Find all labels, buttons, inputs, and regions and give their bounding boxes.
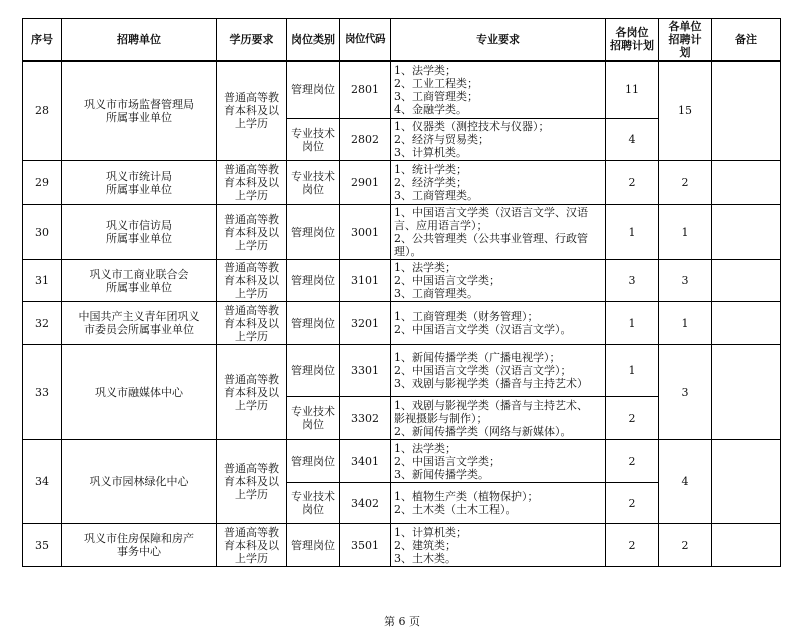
table-row [23, 61, 781, 119]
post-code-cell: 3001 [340, 205, 391, 260]
header-unit-plan: 各单位 招聘计 划 [659, 19, 712, 61]
post-type-cell: 专业技术 岗位 [287, 161, 340, 205]
major-cell: 1、法学类； 2、工业工程类； 3、工商管理类； 4、金融学类。 [391, 61, 606, 119]
post-plan-cell: 1 [606, 205, 659, 260]
post-type-cell: 专业技术 岗位 [287, 483, 340, 524]
header-seq: 序号 [23, 19, 62, 61]
post-type-cell: 专业技术 岗位 [287, 397, 340, 440]
table-header-row [23, 19, 781, 61]
unit-cell: 巩义市住房保障和房产 事务中心 [62, 524, 217, 567]
header-post-type: 岗位类别 [287, 19, 340, 61]
note-cell [712, 161, 781, 205]
edu-cell: 普通高等教 育本科及以 上学历 [217, 61, 287, 161]
seq-cell: 35 [23, 524, 62, 567]
edu-cell: 普通高等教 育本科及以 上学历 [217, 345, 287, 440]
post-type-cell: 管理岗位 [287, 302, 340, 345]
post-code-cell: 3201 [340, 302, 391, 345]
post-plan-cell: 2 [606, 524, 659, 567]
unit-cell: 巩义市园林绿化中心 [62, 440, 217, 524]
edu-cell: 普通高等教 育本科及以 上学历 [217, 302, 287, 345]
major-cell: 1、法学类； 2、中国语言文学类； 3、工商管理类。 [391, 260, 606, 302]
note-cell [712, 345, 781, 440]
seq-cell: 30 [23, 205, 62, 260]
post-plan-cell: 2 [606, 397, 659, 440]
post-code-cell: 2901 [340, 161, 391, 205]
edu-cell: 普通高等教 育本科及以 上学历 [217, 260, 287, 302]
post-code-cell: 2801 [340, 61, 391, 119]
seq-cell: 29 [23, 161, 62, 205]
major-cell: 1、仪器类（测控技术与仪器）； 2、经济与贸易类； 3、计算机类。 [391, 119, 606, 161]
unit-cell: 巩义市信访局 所属事业单位 [62, 205, 217, 260]
unit-cell: 巩义市工商业联合会 所属事业单位 [62, 260, 217, 302]
post-type-cell: 专业技术 岗位 [287, 119, 340, 161]
table-row [23, 524, 781, 567]
edu-cell: 普通高等教 育本科及以 上学历 [217, 161, 287, 205]
recruitment-table [22, 18, 781, 567]
post-type-cell: 管理岗位 [287, 345, 340, 397]
unit-plan-cell: 1 [659, 302, 712, 345]
post-type-cell: 管理岗位 [287, 524, 340, 567]
unit-plan-cell: 1 [659, 205, 712, 260]
header-unit: 招聘单位 [62, 19, 217, 61]
post-plan-cell: 4 [606, 119, 659, 161]
table-row [23, 161, 781, 205]
post-code-cell: 3301 [340, 345, 391, 397]
post-code-cell: 3302 [340, 397, 391, 440]
table-row [23, 302, 781, 345]
post-plan-cell: 2 [606, 440, 659, 483]
major-cell: 1、计算机类； 2、建筑类； 3、土木类。 [391, 524, 606, 567]
note-cell [712, 205, 781, 260]
post-code-cell: 3101 [340, 260, 391, 302]
post-plan-cell: 1 [606, 345, 659, 397]
edu-cell: 普通高等教 育本科及以 上学历 [217, 205, 287, 260]
note-cell [712, 61, 781, 161]
page-number: 第 6 页 [384, 615, 420, 628]
header-note: 备注 [712, 19, 781, 61]
seq-cell: 28 [23, 61, 62, 161]
post-code-cell: 2802 [340, 119, 391, 161]
post-type-cell: 管理岗位 [287, 260, 340, 302]
table-row [23, 260, 781, 302]
table-row [23, 440, 781, 483]
table-row [23, 345, 781, 397]
seq-cell: 31 [23, 260, 62, 302]
major-cell: 1、工商管理类（财务管理）； 2、中国语言文学类（汉语言文学）。 [391, 302, 606, 345]
header-post-plan: 各岗位 招聘计划 [606, 19, 659, 61]
table-row [23, 205, 781, 260]
note-cell [712, 440, 781, 524]
unit-cell: 巩义市市场监督管理局 所属事业单位 [62, 61, 217, 161]
major-cell: 1、中国语言文学类（汉语言文学、汉语 言、应用语言学）； 2、公共管理类（公共事业管理、行政管 理）。 [391, 205, 606, 260]
unit-cell: 巩义市融媒体中心 [62, 345, 217, 440]
header-major: 专业要求 [391, 19, 606, 61]
major-cell: 1、植物生产类（植物保护）； 2、土木类（土木工程）。 [391, 483, 606, 524]
header-edu: 学历要求 [217, 19, 287, 61]
post-type-cell: 管理岗位 [287, 61, 340, 119]
unit-cell: 巩义市统计局 所属事业单位 [62, 161, 217, 205]
post-plan-cell: 3 [606, 260, 659, 302]
post-type-cell: 管理岗位 [287, 205, 340, 260]
major-cell: 1、统计学类； 2、经济学类； 3、工商管理类。 [391, 161, 606, 205]
seq-cell: 34 [23, 440, 62, 524]
unit-plan-cell: 4 [659, 440, 712, 524]
unit-plan-cell: 2 [659, 161, 712, 205]
major-cell: 1、戏剧与影视学类（播音与主持艺术、 影视摄影与制作）； 2、新闻传播学类（网络与新媒体）。 [391, 397, 606, 440]
post-plan-cell: 1 [606, 302, 659, 345]
post-type-cell: 管理岗位 [287, 440, 340, 483]
post-plan-cell: 2 [606, 161, 659, 205]
edu-cell: 普通高等教 育本科及以 上学历 [217, 524, 287, 567]
post-plan-cell: 11 [606, 61, 659, 119]
edu-cell: 普通高等教 育本科及以 上学历 [217, 440, 287, 524]
header-post-code: 岗位代码 [340, 19, 391, 61]
unit-cell: 中国共产主义青年团巩义 市委员会所属事业单位 [62, 302, 217, 345]
major-cell: 1、新闻传播学类（广播电视学）； 2、中国语言文学类（汉语言文学）； 3、戏剧与影视学类（播音与主持艺术） [391, 345, 606, 397]
major-cell: 1、法学类； 2、中国语言文学类； 3、新闻传播学类。 [391, 440, 606, 483]
post-code-cell: 3401 [340, 440, 391, 483]
seq-cell: 32 [23, 302, 62, 345]
note-cell [712, 524, 781, 567]
unit-plan-cell: 3 [659, 345, 712, 440]
post-code-cell: 3402 [340, 483, 391, 524]
unit-plan-cell: 2 [659, 524, 712, 567]
unit-plan-cell: 3 [659, 260, 712, 302]
note-cell [712, 302, 781, 345]
unit-plan-cell: 15 [659, 61, 712, 161]
post-plan-cell: 2 [606, 483, 659, 524]
note-cell [712, 260, 781, 302]
post-code-cell: 3501 [340, 524, 391, 567]
seq-cell: 33 [23, 345, 62, 440]
